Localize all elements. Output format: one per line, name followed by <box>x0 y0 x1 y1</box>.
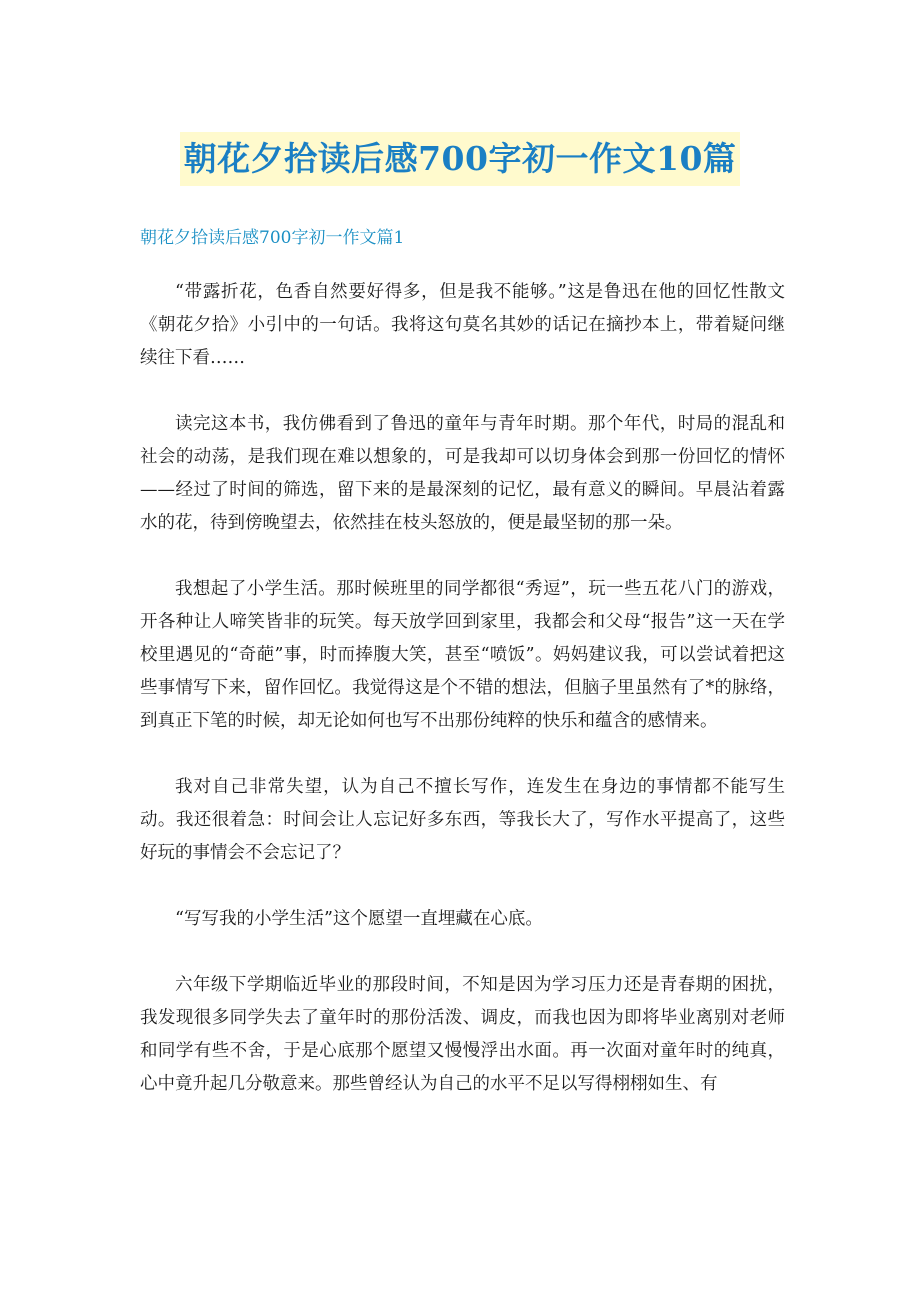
document-title: 朝花夕拾读后感700字初一作文10篇 <box>180 132 741 186</box>
paragraph-6: 六年级下学期临近毕业的那段时间，不知是因为学习压力还是青春期的困扰，我发现很多同学失去了童年时的那份活泼、调皮，而我也因为即将毕业离别对老师和同学有些不舍，于是心底那个愿望又慢慢浮出水面。再一次面对童年时的纯真，心中竟升起几分敬意来。那些曾经认为自己的水平不足以写得栩栩如生、有 <box>140 975 785 1094</box>
section-heading: 朝花夕拾读后感700字初一作文篇1 <box>140 228 405 248</box>
title-container <box>0 132 920 186</box>
article-body <box>140 276 785 1134</box>
paragraph-2: 读完这本书，我仿佛看到了鲁迅的童年与青年时期。那个年代，时局的混乱和社会的动荡，是我们现在难以想象的，可是我却可以切身体会到那一份回忆的情怀——经过了时间的筛选，留下来的是最深刻的记忆，最有意义的瞬间。早晨沾着露水的花，待到傍晚望去，依然挂在枝头怒放的，便是最坚韧的那一朵。 <box>140 414 785 533</box>
paragraph-3: 我想起了小学生活。那时候班里的同学都很“秀逗”，玩一些五花八门的游戏，开各种让人啼笑皆非的玩笑。每天放学回到家里，我都会和父母“报告”这一天在学校里遇见的“奇葩”事，时而捧腹大笑，甚至“喷饭”。妈妈建议我，可以尝试着把这些事情写下来，留作回忆。我觉得这是个不错的想法，但脑子里虽然有了*的脉络，到真正下笔的时候，却无论如何也写不出那份纯粹的快乐和蕴含的感情来。 <box>140 579 785 731</box>
paragraph-4: 我对自己非常失望，认为自己不擅长写作，连发生在身边的事情都不能写生动。我还很着急：时间会让人忘记好多东西，等我长大了，写作水平提高了，这些好玩的事情会不会忘记了？ <box>140 777 785 863</box>
paragraph-5: “写写我的小学生活”这个愿望一直埋藏在心底。 <box>175 909 543 929</box>
paragraph-1: “带露折花，色香自然要好得多，但是我不能够。”这是鲁迅在他的回忆性散文《朝花夕拾》小引中的一句话。我将这句莫名其妙的话记在摘抄本上，带着疑问继续往下看…… <box>140 282 785 368</box>
